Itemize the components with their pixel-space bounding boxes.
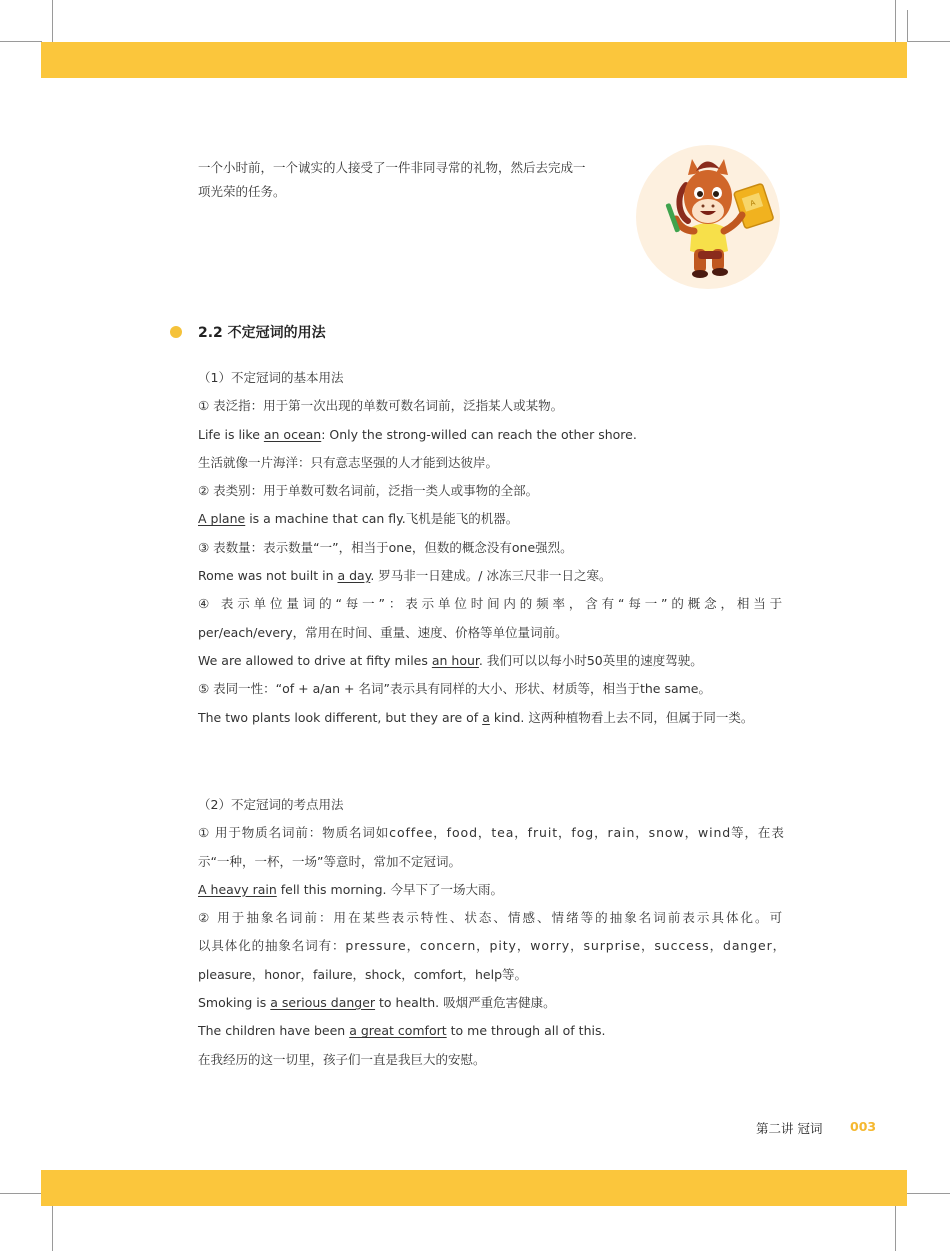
intro-paragraph — [198, 156, 608, 204]
underlined-phrase: an hour — [431, 652, 479, 668]
subsection-heading: （1）不定冠词的基本用法 — [198, 370, 344, 385]
rule-line: ③ 表数量：表示数量“一”，相当于one，但数的概念没有one强烈。 — [198, 539, 573, 555]
section-title: 2.2 不定冠词的用法 — [198, 325, 326, 341]
example-text: to health. 吸烟严重危害健康。 — [375, 995, 556, 1011]
cartoon-horse-mascot-icon — [636, 145, 780, 289]
example-line — [198, 704, 783, 732]
crop-mark — [0, 41, 42, 42]
intro-line: 项光荣的任务。 — [198, 184, 286, 199]
crop-mark — [907, 10, 908, 42]
rule-line: ② 表类别：用于单数可数名词前，泛指一类人或事物的全部。 — [198, 483, 539, 499]
crop-mark — [907, 1193, 950, 1194]
intro-line: 一个小时前，一个诚实的人接受了一件非同寻常的礼物，然后去完成一 — [198, 160, 586, 175]
crop-mark — [52, 1206, 53, 1251]
exam-usage-block — [198, 791, 787, 1074]
underlined-phrase: a — [482, 709, 490, 725]
example-line — [198, 562, 783, 590]
yellow-dot-icon — [170, 326, 182, 338]
rule-line: pleasure，honor，failure，shock，comfort，help等。 — [198, 966, 528, 982]
example-text: Smoking is — [198, 995, 271, 1011]
underlined-phrase: an ocean — [263, 426, 322, 442]
example-line — [198, 989, 783, 1017]
crop-mark — [907, 41, 950, 42]
rule-line: ② 用于抽象名词前：用在某些表示特性、状态、情感、情绪等的抽象名词前表示具体化。可 — [198, 910, 783, 926]
example-line — [198, 647, 783, 675]
example-line — [198, 1017, 783, 1045]
example-text: Life is like — [198, 426, 264, 442]
crop-mark — [52, 0, 53, 42]
header-band — [41, 42, 907, 78]
example-line — [198, 876, 783, 904]
crop-mark — [895, 0, 896, 42]
rule-line: ① 用于物质名词前：物质名词如coffee，food，tea，fruit，fog，rain，snow，wind等，在表 — [198, 825, 785, 841]
svg-text:A: A — [749, 198, 757, 208]
example-text: . 罗马非一日建成。/ 冰冻三尺非一日之寒。 — [370, 568, 612, 584]
example-text: Rome was not built in — [198, 568, 338, 584]
subsection-heading: （2）不定冠词的考点用法 — [198, 797, 344, 812]
rule-line: per/each/every，常用在时间、重量、速度、价格等单位量词前。 — [198, 624, 568, 640]
chapter-title: 第二讲 冠词 — [756, 1121, 823, 1136]
example-text: The children have been — [198, 1023, 350, 1039]
rule-line: ① 表泛指：用于第一次出现的单数可数名词前，泛指某人或某物。 — [198, 398, 564, 414]
underlined-phrase: a day — [337, 568, 371, 584]
page-number: 003 — [850, 1119, 877, 1134]
underlined-phrase: a great comfort — [349, 1023, 447, 1039]
example-text: kind. 这两种植物看上去不同，但属于同一类。 — [489, 709, 754, 725]
example-text: The two plants look different, but they are of — [198, 709, 483, 725]
example-text: to me through all of this. — [446, 1023, 606, 1039]
example-text: : Only the strong-willed can reach the other shore. — [321, 426, 637, 442]
underlined-phrase: a serious danger — [270, 995, 376, 1011]
example-text: We are allowed to drive at fifty miles — [198, 652, 432, 668]
example-line — [198, 505, 783, 533]
crop-mark — [895, 1206, 896, 1251]
section-heading — [170, 322, 326, 342]
example-text: is a machine that can fly.飞机是能飞的机器。 — [245, 511, 519, 527]
underlined-phrase: A plane — [198, 511, 246, 527]
translation-line: 在我经历的这一切里，孩子们一直是我巨大的安慰。 — [198, 1051, 486, 1067]
rule-line: 示“一种，一杯，一场”等意时，常加不定冠词。 — [198, 853, 461, 869]
crop-mark — [0, 1193, 41, 1194]
example-text: . 我们可以以每小时50英里的速度驾驶。 — [478, 652, 703, 668]
translation-line: 生活就像一片海洋：只有意志坚强的人才能到达彼岸。 — [198, 454, 499, 470]
example-text: fell this morning. 今早下了一场大雨。 — [276, 881, 503, 897]
footer-band — [41, 1170, 907, 1206]
rule-line: 以具体化的抽象名词有：pressure，concern，pity，worry，surprise，success，danger， — [198, 938, 787, 954]
rule-line: ④ 表示单位量词的“每一”：表示单位时间内的频率，含有“每一”的概念，相当于 — [198, 596, 783, 612]
basic-usage-block — [198, 364, 783, 732]
underlined-phrase: A heavy rain — [198, 881, 277, 897]
rule-line: ⑤ 表同一性：“of + a/an + 名词”表示具有同样的大小、形状、材质等，相当于the same。 — [198, 681, 712, 697]
example-line — [198, 421, 783, 449]
